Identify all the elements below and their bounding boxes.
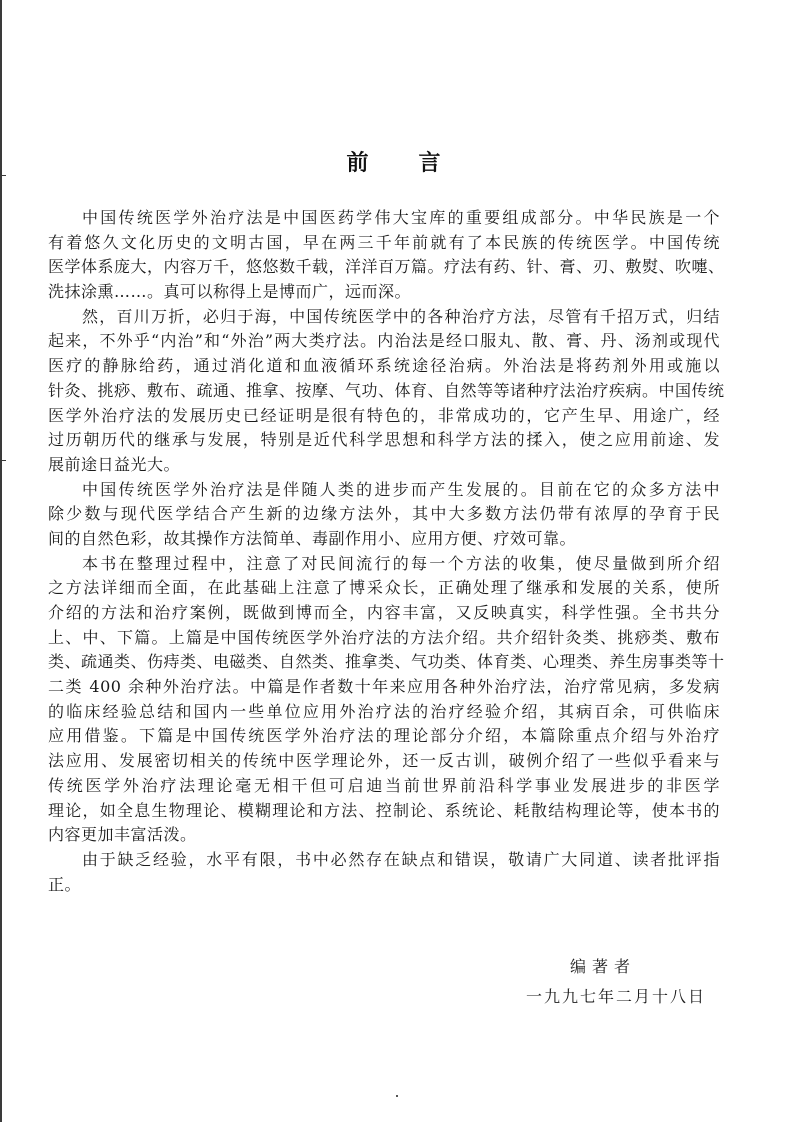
text-line: 本书在整理过程中，注意了对民间流行的每一个方法的收集，使尽量做到所介绍 <box>82 553 720 573</box>
text-line: 由于缺乏经验，水平有限，书中必然存在缺点和错误，敬请广大同道、读者批评指 <box>82 849 720 869</box>
text-line: 中国传统医学外治疗法是伴随人类的进步而产生发展的。目前在它的众多方法中 <box>82 479 720 499</box>
text-line: 医学体系庞大，内容万千，悠悠数千载，洋洋百万篇。疗法有药、针、膏、刃、敷熨、吹嚏、 <box>48 257 725 277</box>
text-line: 除少数与现代医学结合产生新的边缘方法外，其中大多数方法仍带有浓厚的孕育于民 <box>48 504 720 524</box>
preface-body <box>48 206 725 897</box>
text-line: 类、疏通类、伤痔类、电磁类、自然类、推拿类、气功类、体育类、心理类、养生房事类等十 <box>48 652 725 672</box>
text-line: 之方法详细而全面，在此基础上注意了博采众长，正确处理了继承和发展的关系，使所 <box>48 578 720 598</box>
text-line: 传统医学外治疗法理论毫无相干但可启迪当前世界前沿科学事业发展进步的非医学 <box>48 775 720 795</box>
text-line: 上、中、下篇。上篇是中国传统医学外治疗法的方法介绍。共介绍针灸类、挑痧类、敷布 <box>48 627 720 647</box>
signature-author: 编著者 <box>570 957 637 976</box>
paragraph <box>48 305 725 478</box>
text-line: 中国传统医学外治疗法是中国医药学伟大宝库的重要组成部分。中华民族是一个 <box>82 208 720 227</box>
text-line: 正。 <box>48 874 82 894</box>
scan-speck <box>396 1095 398 1097</box>
text-line: 针灸、挑痧、敷布、疏通、推拿、按摩、气功、体育、自然等等诸种疗法治疗疾病。中国传统 <box>48 380 725 400</box>
text-line: 展前途日益光大。 <box>48 454 181 474</box>
text-line: 应用借鉴。下篇是中国传统医学外治疗法的理论部分介绍，本篇除重点介绍与外治疗 <box>48 726 720 746</box>
paragraph <box>48 848 720 897</box>
text-line: 医学外治疗法的发展历史已经证明是很有特色的，非常成功的，它产生早、用途广，经 <box>48 405 720 425</box>
text-line: 理论，如全息生物理论、模糊理论和方法、控制论、系统论、耗散结构理论等，使本书的 <box>48 800 720 820</box>
text-line: 过历朝历代的继承与发展，特别是近代科学思想和科学方法的揉入，使之应用前途、发 <box>48 430 720 450</box>
text-line: 内容更加丰富活泼。 <box>48 825 197 845</box>
text-line: 间的自然色彩，故其操作方法简单、毒副作用小、应用方便、疗效可靠。 <box>48 528 577 548</box>
text-line: 洗抹涂熏……。真可以称得上是博而广，远而深。 <box>48 282 412 302</box>
text-line: 介绍的方法和治疗案例，既做到博而全，内容丰富，又反映真实，科学性强。全书共分 <box>48 603 720 622</box>
paragraph <box>48 478 720 552</box>
page-title <box>0 146 787 177</box>
signature-date: 一九九七年二月十八日 <box>526 987 707 1006</box>
text-line: 然，百川万折，必归于海，中国传统医学中的各种治疗方法，尽管有千招万式，归结 <box>82 306 720 326</box>
title-char: 前 <box>346 151 369 176</box>
paragraph <box>48 206 725 305</box>
text-line: 有着悠久文化历史的文明古国，早在两三千年前就有了本民族的传统医学。中国传统 <box>48 232 720 252</box>
text-line: 起来，不外乎“内治”和“外治”两大类疗法。内治法是经口服丸、散、膏、丹、汤剂或现代 <box>48 331 720 351</box>
paragraph <box>48 552 725 848</box>
page-edge-tick <box>0 460 6 461</box>
text-line: 的临床经验总结和国内一些单位应用外治疗法的治疗经验介绍，其病百余，可供临床 <box>48 701 720 721</box>
text-line: 医疗的静脉给药，通过消化道和血液循环系统途径治病。外治法是将药剂外用或施以 <box>48 356 720 376</box>
text-line: 法应用、发展密切相关的传统中医学理论外，还一反古训，破例介绍了一些似乎看来与 <box>48 751 720 771</box>
text-line: 二类 400 余种外治疗法。中篇是作者数十年来应用各种外治疗法，治疗常见病，多发病 <box>48 677 720 697</box>
title-char: 言 <box>418 151 441 176</box>
